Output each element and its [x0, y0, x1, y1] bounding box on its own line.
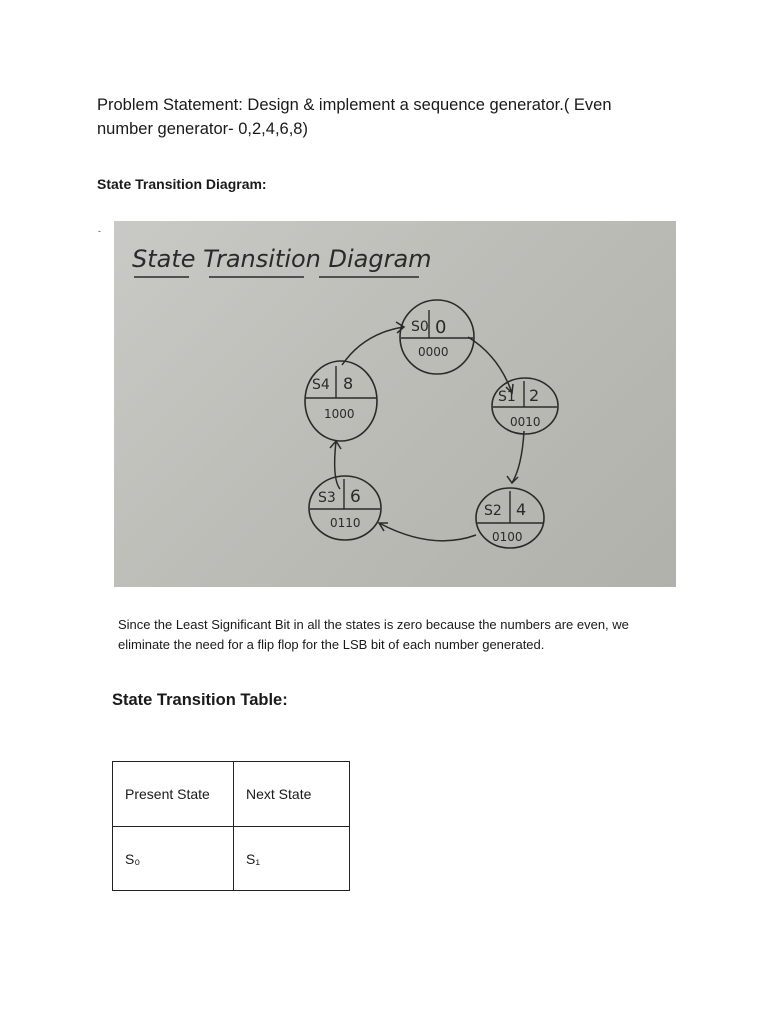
state-s3 — [309, 476, 381, 540]
state-s0-name: S0 — [411, 319, 429, 335]
state-s3-code: 0110 — [330, 516, 361, 530]
state-s1-code: 0010 — [510, 415, 541, 429]
state-s4-code: 1000 — [324, 407, 355, 421]
state-s0 — [400, 300, 474, 374]
state-s1-name: S1 — [498, 389, 516, 405]
arrow-s2-s3 — [379, 523, 476, 541]
state-s2-value: 4 — [516, 500, 527, 519]
state-s0-value: 0 — [435, 317, 447, 338]
state-s4-value: 8 — [343, 374, 354, 393]
state-transition-table — [112, 761, 350, 891]
stray-mark: - — [98, 226, 101, 236]
lsb-note: Since the Least Significant Bit in all the states is zero because the numbers are even, we eliminate the need for a flip flop for the LSB bit of each number generated. — [118, 617, 629, 652]
arrow-s1-s2 — [512, 431, 524, 483]
state-s4 — [305, 361, 377, 441]
state-s1-value: 2 — [529, 386, 540, 405]
state-s1 — [492, 378, 558, 434]
cell-present-state: S₀ — [113, 827, 234, 891]
state-diagram-drawing — [114, 221, 676, 587]
arrow-s3-s4 — [335, 441, 340, 489]
header-present-state: Present State — [113, 762, 234, 827]
table-row — [113, 827, 350, 891]
diagram-title: State Transition Diagram — [132, 245, 432, 273]
state-diagram-photo — [114, 221, 676, 587]
state-s4-name: S4 — [312, 377, 330, 393]
arrow-s4-s0 — [342, 327, 404, 365]
state-s2 — [476, 488, 544, 548]
state-s3-value: 6 — [350, 487, 361, 507]
state-s3-name: S3 — [318, 490, 336, 506]
arrow-s0-s1 — [468, 337, 512, 393]
problem-statement: Problem Statement: Design & implement a sequence generator.( Even number generator- 0,2,4,6,8) — [97, 96, 612, 138]
table-heading: State Transition Table: — [112, 691, 288, 709]
diagram-heading: State Transition Diagram: — [97, 176, 267, 192]
header-next-state: Next State — [234, 762, 350, 827]
state-s2-code: 0100 — [492, 530, 523, 544]
state-s0-code: 0000 — [418, 345, 449, 359]
table-header-row — [113, 762, 350, 827]
state-s2-name: S2 — [484, 503, 502, 519]
cell-next-state: S₁ — [234, 827, 350, 891]
